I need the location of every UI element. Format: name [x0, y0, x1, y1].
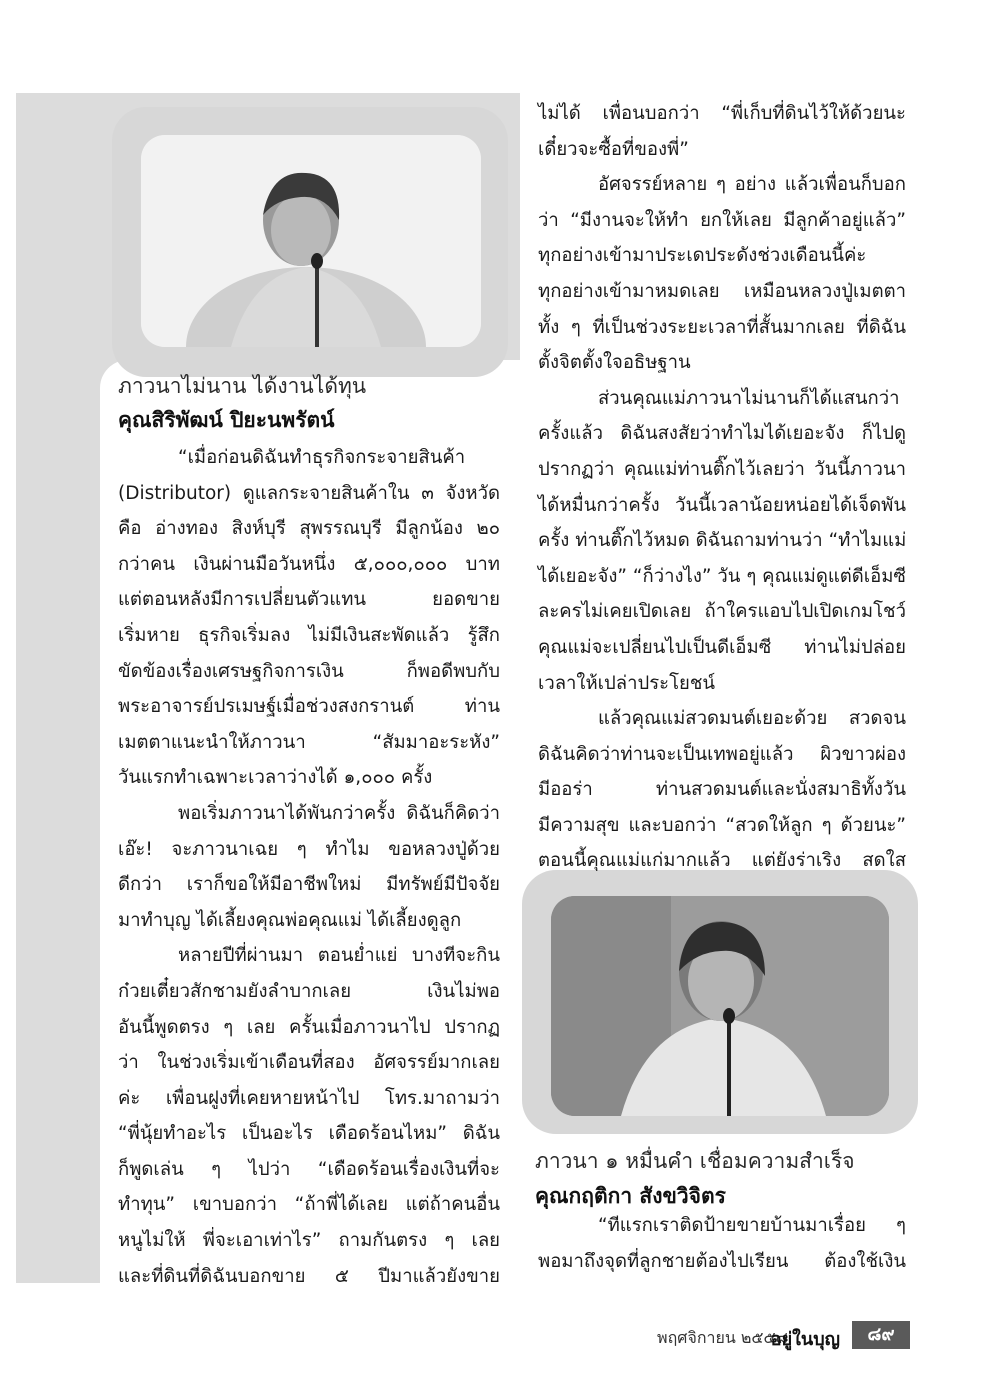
- text-line: ทำทุน” เขาบอกว่า “ถ้าพี่ได้เลย แต่ถ้าคนอื่น: [118, 1194, 500, 1216]
- text-line: “เมื่อก่อนดิฉันทำธุรกิจกระจายสินค้า: [178, 447, 466, 468]
- text-line: ทุกอย่างเข้ามาหมดเลย เหมือนหลวงปู่เมตตา: [538, 280, 906, 302]
- text-line: เมตตาแนะนำให้ภาวนา “สัมมาอะระหัง”: [118, 731, 500, 753]
- section-title-first: ภาวนาไม่นาน ได้งานได้ทุน: [118, 374, 367, 398]
- section-title-second: ภาวนา ๑ หมื่นคำ เชื่อมความสำเร็จ: [535, 1149, 855, 1173]
- magazine-title: อยู่ในบุญ: [770, 1329, 840, 1350]
- text-line: แต่ตอนหลังมีการเปลี่ยนตัวแทน ยอดขาย: [118, 589, 500, 611]
- text-line: คือ อ่างทอง สิงห์บุรี สุพรรณบุรี มีลูกน้อง ๒๐: [118, 518, 500, 540]
- text-line: ส่วนคุณแม่ภาวนาไม่นานก็ได้แสนกว่า: [598, 387, 900, 409]
- text-line: ปรากฏว่า คุณแม่ท่านติ๊กไว้เลยว่า วันนี้ภาวนา: [538, 458, 906, 480]
- right-column-text: [538, 96, 906, 879]
- portrait-photo-first: [141, 135, 481, 347]
- left-column-text: [118, 440, 500, 1294]
- text-line: ทุกอย่างเข้ามาประเดประดังช่วงเดือนนี้ค่ะ: [538, 245, 867, 267]
- text-line: ตั้งจิตตั้งใจอธิษฐาน: [538, 352, 691, 374]
- right-column-text-continued: [538, 1208, 906, 1279]
- text-line: แล้วคุณแม่สวดมนต์เยอะด้วย สวดจน: [598, 708, 906, 730]
- issue-date: พฤศจิกายน ๒๕๕๘: [657, 1328, 788, 1347]
- text-line: “ทีแรกเราติดป้ายขายบ้านมาเรื่อย ๆ: [598, 1215, 906, 1236]
- text-line: ได้เยอะจัง” “ก็ว่างไง” วัน ๆ คุณแม่ดูแต่ดีเอ็มซี: [538, 565, 906, 587]
- text-line: หลายปีที่ผ่านมา ตอนย่ำแย่ บางทีจะกิน: [178, 945, 500, 967]
- text-line: วันแรกทำเฉพาะเวลาว่างได้ ๑,๐๐๐ ครั้ง: [118, 767, 433, 789]
- page-number: ๘๙: [852, 1321, 910, 1349]
- text-line: ได้หมื่นกว่าครั้ง วันนี้เวลาน้อยหน่อยได้เจ็ดพัน: [538, 494, 906, 516]
- text-line: พระอาจารย์ปรเมษฐ์เมื่อช่วงสงกรานต์ ท่าน: [118, 696, 500, 718]
- text-line: เดี๋ยวจะซื้อที่ของพี่”: [538, 138, 689, 160]
- text-line: เวลาให้เปล่าประโยชน์: [538, 672, 716, 694]
- text-line: ค่ะ เพื่อนฝูงที่เคยหายหน้าไป โทร.มาถามว่า: [118, 1087, 500, 1109]
- text-line: มาทำบุญ ได้เลี้ยงคุณพ่อคุณแม่ ได้เลี้ยงดูลูก: [118, 909, 462, 931]
- person-name-first: คุณสิริพัฒน์ ปิยะนพรัตน์: [118, 408, 335, 432]
- portrait-photo-second: [551, 896, 889, 1116]
- text-line: อัศจรรย์หลาย ๆ อย่าง แล้วเพื่อนก็บอก: [598, 174, 906, 196]
- text-line: ตอนนี้คุณแม่แก่มากแล้ว แต่ยังร่าเริง สดใส: [538, 850, 906, 872]
- text-line: ว่า “มีงานจะให้ทำ ยกให้เลย มีลูกค้าอยู่แล้ว”: [538, 209, 906, 231]
- text-line: พอเริ่มภาวนาได้พันกว่าครั้ง ดิฉันก็คิดว่า: [178, 802, 500, 824]
- text-line: ทั้ง ๆ ที่เป็นช่วงระยะเวลาที่สั้นมากเลย ที่ดิฉัน: [538, 316, 906, 338]
- text-line: พอมาถึงจุดที่ลูกชายต้องไปเรียน ต้องใช้เงิน: [538, 1250, 906, 1272]
- text-line: มีออร่า ท่านสวดมนต์และนั่งสมาธิทั้งวัน: [538, 779, 906, 801]
- text-line: ก๋วยเตี๋ยวสักชามยังลำบากเลย เงินไม่พอ: [118, 980, 500, 1002]
- text-line: ดิฉันคิดว่าท่านจะเป็นเทพอยู่แล้ว ผิวขาวผ่อง: [538, 743, 906, 765]
- text-line: (Distributor) ดูแลกระจายสินค้าใน ๓ จังหวัด: [118, 482, 500, 504]
- text-line: ก็พูดเล่น ๆ ไปว่า “เดือดร้อนเรื่องเงินที่จะ: [118, 1158, 500, 1180]
- text-line: เริ่มหาย ธุรกิจเริ่มลง ไม่มีเงินสะพัดแล้ว รู้สึก: [118, 624, 500, 646]
- text-line: ไม่ได้ เพื่อนบอกว่า “พี่เก็บที่ดินไว้ให้ด้วยนะ: [538, 103, 906, 124]
- text-line: ครั้งแล้ว ดิฉันสงสัยว่าทำไมได้เยอะจัง ก็ไปดู: [538, 423, 906, 445]
- text-line: ครั้ง ท่านติ๊กไว้หมด ดิฉันถามท่านว่า “ทำไมแม่: [538, 530, 907, 552]
- person-name-second: คุณกฤติกา สังขวิจิตร: [535, 1184, 726, 1208]
- text-line: คุณแม่จะเปลี่ยนไปเป็นดีเอ็มซี ท่านไม่ปล่อย: [538, 636, 906, 658]
- text-line: เอ๊ะ! จะภาวนาเฉย ๆ ทำไม ขอหลวงปู่ด้วย: [118, 838, 500, 860]
- text-line: มีความสุข และบอกว่า “สวดให้ลูก ๆ ด้วยนะ”: [538, 814, 906, 836]
- text-line: และที่ดินที่ดิฉันบอกขาย ๕ ปีมาแล้วยังขาย: [118, 1265, 500, 1287]
- text-line: “พี่นุ้ยทำอะไร เป็นอะไร เดือดร้อนไหม” ดิฉัน: [118, 1123, 500, 1145]
- text-line: หนูไม่ให้ พี่จะเอาเท่าไร” ถามกันตรง ๆ เลย: [118, 1230, 500, 1252]
- page-footer: [540, 1318, 910, 1354]
- text-line: กว่าคน เงินผ่านมือวันหนึ่ง ๕,๐๐๐,๐๐๐ บาท: [118, 553, 500, 575]
- text-line: ว่า ในช่วงเริ่มเข้าเดือนที่สอง อัศจรรย์มากเลย: [118, 1052, 500, 1074]
- text-line: ละครไม่เคยเปิดเลย ถ้าใครแอบไปเปิดเกมโชว์: [538, 601, 906, 623]
- text-line: ขัดข้องเรื่องเศรษฐกิจการเงิน ก็พอดีพบกับ: [118, 660, 500, 682]
- text-line: ดีกว่า เราก็ขอให้มีอาชีพใหม่ มีทรัพย์มีปัจจัย: [118, 874, 500, 896]
- text-line: อันนี้พูดตรง ๆ เลย ครั้นเมื่อภาวนาไป ปรากฏ: [118, 1016, 500, 1038]
